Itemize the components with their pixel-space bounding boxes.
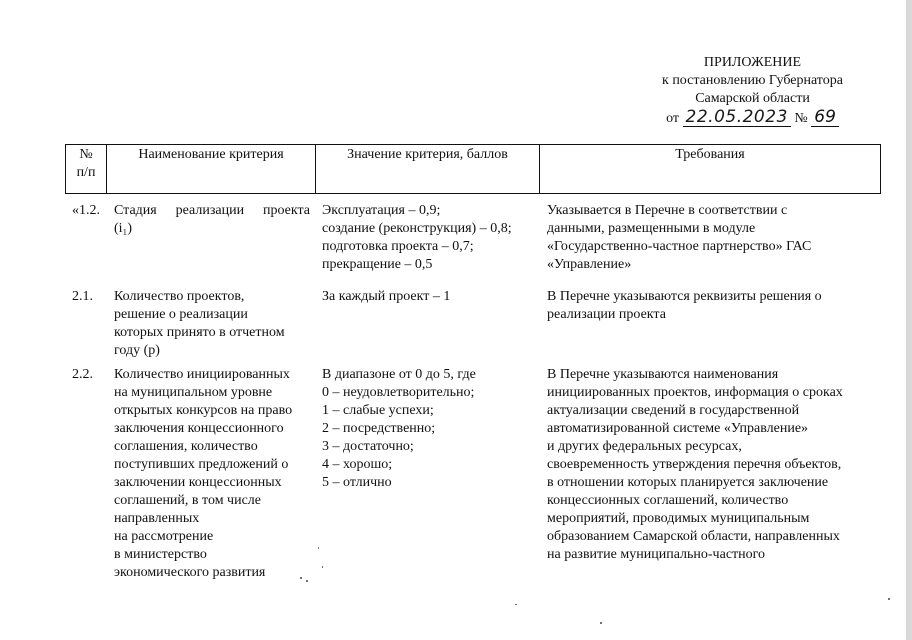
appendix-line-2: Самарской области bbox=[695, 91, 810, 106]
criterion-value-line: Эксплуатация – 0,9; bbox=[322, 203, 441, 218]
scan-speck bbox=[888, 598, 890, 600]
criterion-name-line: году (p) bbox=[114, 343, 160, 358]
requirements-line: своевременность утверждения перечня объектов, bbox=[547, 457, 842, 472]
criterion-value-line: 5 – отлично bbox=[322, 475, 392, 490]
requirements-line: образованием Самарской области, направленных bbox=[547, 529, 840, 544]
scan-edge-shadow bbox=[906, 0, 912, 640]
criterion-requirements bbox=[547, 202, 811, 274]
criterion-value-line: создание (реконструкция) – 0,8; bbox=[322, 221, 512, 236]
requirements-line: данными, размещенными в модуле bbox=[547, 221, 756, 236]
requirements-line: реализации проекта bbox=[547, 307, 666, 322]
from-label: от bbox=[666, 111, 680, 126]
criterion-value-line: За каждый проект – 1 bbox=[322, 289, 451, 304]
criterion-name bbox=[114, 288, 285, 360]
row-number: 2.2. bbox=[72, 367, 93, 382]
criterion-name-line: заключении концессионных bbox=[114, 475, 282, 490]
criterion-name-line: экономического развития bbox=[114, 565, 266, 580]
table-top-border bbox=[65, 144, 881, 145]
scan-speck bbox=[515, 604, 517, 605]
requirements-line: В Перечне указываются наименования bbox=[547, 367, 779, 382]
criterion-value-line: 1 – слабые успехи; bbox=[322, 403, 434, 418]
scan-speck bbox=[300, 577, 302, 579]
requirements-line: «Государственно-частное партнерство» ГАС bbox=[547, 239, 812, 254]
criterion-name-line: на муниципальном уровне bbox=[114, 385, 273, 400]
requirements-line: Указывается в Перечне в соответствии с bbox=[547, 203, 788, 218]
criterion-name bbox=[114, 366, 292, 582]
row-number: «1.2. bbox=[72, 203, 100, 218]
criterion-value-line: 3 – достаточно; bbox=[322, 439, 414, 454]
criterion-name-line: направленных bbox=[114, 511, 200, 526]
handwritten-date: 22.05.2023 bbox=[683, 108, 791, 127]
requirements-line: и других федеральных ресурсах, bbox=[547, 439, 742, 454]
criterion-name-line: соглашения, количество bbox=[114, 439, 258, 454]
criterion-value bbox=[322, 366, 476, 492]
requirements-line: В Перечне указываются реквизиты решения о bbox=[547, 289, 822, 304]
criterion-value bbox=[322, 202, 512, 274]
requirements-line: мероприятий, проводимых муниципальным bbox=[547, 511, 810, 526]
criterion-name-line: решение о реализации bbox=[114, 307, 248, 322]
criterion-name-line: Стадия реализации проекта bbox=[114, 203, 310, 218]
header-requirements: Требования bbox=[675, 147, 745, 162]
scan-speck bbox=[600, 622, 602, 624]
requirements-line: в отношении которых планируется заключение bbox=[547, 475, 829, 490]
requirements-line: концессионных соглашений, количество bbox=[547, 493, 789, 508]
appendix-title: ПРИЛОЖЕНИЕ bbox=[703, 55, 802, 70]
appendix-header bbox=[600, 54, 905, 128]
criterion-name-line: Количество инициированных bbox=[114, 367, 290, 382]
criterion-requirements bbox=[547, 366, 843, 564]
criterion-value-line: 4 – хорошо; bbox=[322, 457, 393, 472]
criterion-name-line: Количество проектов, bbox=[114, 289, 245, 304]
criterion-name-line: соглашений, в том числе bbox=[114, 493, 261, 508]
scan-speck bbox=[306, 580, 308, 582]
criterion-name-line: (i₁) bbox=[114, 221, 133, 236]
criterion-name-line: заключения концессионного bbox=[114, 421, 284, 436]
criterion-value-line: В диапазоне от 0 до 5, где bbox=[322, 367, 476, 382]
scan-speck bbox=[322, 566, 323, 568]
header-num bbox=[66, 146, 106, 182]
criterion-name-line: на рассмотрение bbox=[114, 529, 214, 544]
requirements-line: на развитие муниципально-частного bbox=[547, 547, 766, 562]
criterion-name bbox=[114, 202, 310, 238]
requirements-line: «Управление» bbox=[547, 257, 632, 272]
col-border-4 bbox=[880, 144, 881, 194]
criterion-value bbox=[322, 288, 450, 306]
requirements-line: автоматизированной системе «Управление» bbox=[547, 421, 809, 436]
handwritten-number: 69 bbox=[811, 108, 839, 127]
header-name: Наименование критерия bbox=[138, 147, 284, 162]
number-label: № bbox=[794, 111, 808, 126]
criterion-value-line: прекращение – 0,5 bbox=[322, 257, 433, 272]
header-num-line-2: п/п bbox=[76, 165, 96, 180]
criterion-requirements bbox=[547, 288, 822, 324]
criterion-value-line: подготовка проекта – 0,7; bbox=[322, 239, 474, 254]
scan-speck bbox=[318, 547, 319, 549]
criterion-value-line: 2 – посредственно; bbox=[322, 421, 436, 436]
criterion-name-line: которых принято в отчетном bbox=[114, 325, 285, 340]
appendix-line-1: к постановлению Губернатора bbox=[662, 73, 843, 88]
criterion-name-line: в министерство bbox=[114, 547, 207, 562]
criterion-value-line: 0 – неудовлетворительно; bbox=[322, 385, 475, 400]
criterion-name-line: поступивших предложений о bbox=[114, 457, 289, 472]
appendix-date-line bbox=[600, 108, 905, 128]
header-value: Значение критерия, баллов bbox=[347, 147, 508, 162]
requirements-line: инициированных проектов, информация о сроках bbox=[547, 385, 843, 400]
requirements-line: актуализации сведений в государственной bbox=[547, 403, 800, 418]
header-num-line-1: № bbox=[79, 147, 93, 162]
header-bottom-border bbox=[65, 193, 881, 194]
criterion-name-line: открытых конкурсов на право bbox=[114, 403, 293, 418]
row-number: 2.1. bbox=[72, 289, 93, 304]
